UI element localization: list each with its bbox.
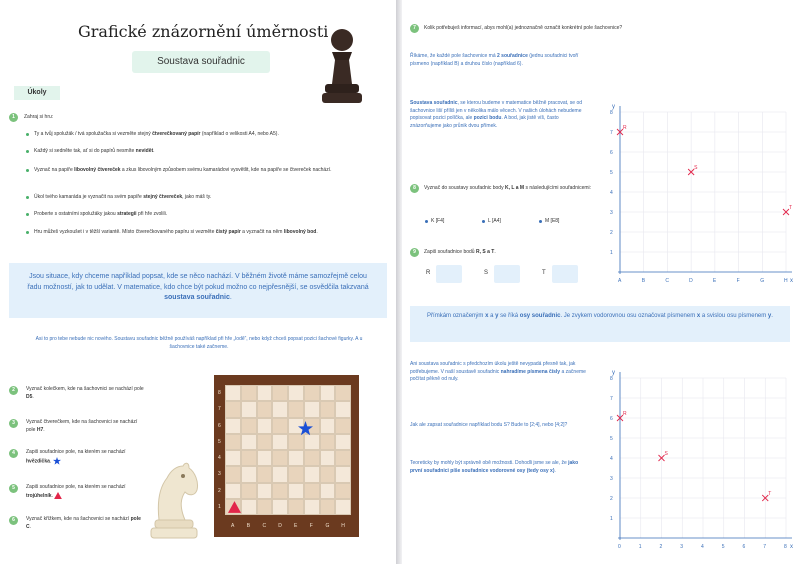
board-row-label: 7 xyxy=(218,406,221,413)
board-col-label: F xyxy=(309,523,313,529)
x-tick-label: D xyxy=(689,278,693,284)
y-axis-label: y xyxy=(612,370,615,376)
bullet-dot xyxy=(26,213,29,216)
board-square[interactable] xyxy=(320,434,336,450)
task9-text: Zapiš souřadnice bodů R, S a T. xyxy=(424,249,496,255)
board-square[interactable] xyxy=(335,483,351,499)
task-number: 6 xyxy=(9,516,18,525)
task-text: Vyznač kolečkem, kde na šachovnici se nachází pole D5. xyxy=(26,386,144,400)
board-square[interactable] xyxy=(225,483,241,499)
task-number: 2 xyxy=(9,386,18,395)
y-tick-label: 2 xyxy=(610,230,613,236)
task-text: Vyznač křížkem, kde na šachovnici se nachází pole C. xyxy=(26,516,141,530)
board-square[interactable] xyxy=(335,450,351,466)
board-square[interactable] xyxy=(320,385,336,401)
board-square[interactable] xyxy=(304,450,320,466)
y-tick-label: 6 xyxy=(610,416,613,422)
board-square[interactable] xyxy=(320,418,336,434)
task-number: 1 xyxy=(9,113,18,122)
board-square[interactable] xyxy=(335,499,351,515)
board-col-label: D xyxy=(278,523,282,529)
x-tick-label: 0 xyxy=(618,544,621,550)
board-square[interactable] xyxy=(288,401,304,417)
board-col-label: H xyxy=(341,523,345,529)
coordinate-graph-letters xyxy=(598,96,798,292)
x-tick-label: F xyxy=(736,278,740,284)
board-square[interactable] xyxy=(335,418,351,434)
board-square[interactable] xyxy=(225,401,241,417)
bullet-dot xyxy=(26,169,29,172)
board-square[interactable] xyxy=(272,466,288,482)
y-axis-label: y xyxy=(612,104,615,110)
left-page xyxy=(0,0,396,564)
board-square[interactable] xyxy=(257,418,273,434)
board-square[interactable] xyxy=(257,401,273,417)
point-label: T xyxy=(789,205,793,211)
y-tick-label: 6 xyxy=(610,150,613,156)
x-tick-label: H xyxy=(784,278,788,284)
bullet-dot xyxy=(26,133,29,136)
point-k: K [F4] xyxy=(431,218,445,224)
bullet-dot xyxy=(482,220,485,223)
triangle-icon xyxy=(54,492,62,499)
x-tick-label: B xyxy=(641,278,646,284)
x-tick-label: 4 xyxy=(701,544,704,550)
task1-intro: Zahraj si hru: xyxy=(24,114,54,120)
right-page xyxy=(402,0,800,564)
axis-info-box: Přímkám označeným x a y se říká osy souřadnic. Je zvykem vodorovnou osu označovat písmenem x a svislou osu písmenem y. xyxy=(410,306,790,342)
board-square[interactable] xyxy=(257,385,273,401)
board-square[interactable] xyxy=(335,434,351,450)
board-square[interactable] xyxy=(257,434,273,450)
bullet-text: Úkol tvého kamaráda je vyznačit na svém papíře stejný čtvereček, jako máš ty. xyxy=(34,194,212,200)
y-tick-label: 5 xyxy=(610,436,613,442)
chessboard xyxy=(214,375,359,537)
star-icon xyxy=(53,457,61,465)
board-square[interactable] xyxy=(288,499,304,515)
star-marker xyxy=(298,421,313,436)
chess-pawn-icon xyxy=(316,26,368,108)
board-square[interactable] xyxy=(304,483,320,499)
point-label: T xyxy=(768,491,772,497)
board-square[interactable] xyxy=(272,434,288,450)
board-square[interactable] xyxy=(304,499,320,515)
board-square[interactable] xyxy=(272,450,288,466)
bullet-text: Vyznač na papíře libovolný čtvereček a zkus libovolným způsobem svému kamarádovi vysvětlit, kde na papíře se čtvereček nachází. xyxy=(34,167,332,173)
board-row-label: 1 xyxy=(218,503,221,510)
board-col-label: C xyxy=(262,523,267,529)
point-label: S xyxy=(694,165,698,171)
task-number: 5 xyxy=(9,484,18,493)
answer-input-s[interactable] xyxy=(494,265,520,283)
y-tick-label: 7 xyxy=(610,130,613,136)
x-tick-label: 5 xyxy=(721,544,725,550)
x-tick-label: G xyxy=(760,278,765,284)
task-number: 7 xyxy=(410,24,419,33)
x-tick-label: 3 xyxy=(680,544,684,550)
task-text: Zapiš souřadnice pole, na kterém se nachází trojúhelník. xyxy=(26,484,126,499)
point-m: M [E8] xyxy=(545,218,560,224)
y-tick-label: 8 xyxy=(610,110,613,116)
board-square[interactable] xyxy=(272,401,288,417)
board-square[interactable] xyxy=(320,450,336,466)
y-tick-label: 4 xyxy=(610,190,613,196)
board-row-label: 3 xyxy=(218,471,221,478)
board-square[interactable] xyxy=(225,466,241,482)
board-square[interactable] xyxy=(241,401,257,417)
board-square[interactable] xyxy=(288,466,304,482)
bullet-dot xyxy=(26,196,29,199)
x-tick-label: C xyxy=(665,278,670,284)
y-tick-label: 2 xyxy=(610,496,613,502)
page-subtitle: Soustava souřadnic xyxy=(132,51,270,73)
y-tick-label: 1 xyxy=(610,516,613,522)
board-square[interactable] xyxy=(225,450,241,466)
y-tick-label: 1 xyxy=(610,250,613,256)
board-square[interactable] xyxy=(304,434,320,450)
answer-label-t: T xyxy=(542,270,546,276)
task8-text: Vyznač do soustavy souřadnic body K, L a M s následujícími souřadnicemi: xyxy=(424,185,592,191)
board-col-label: A xyxy=(231,523,235,529)
task7-text: Kolik potřebuješ informací, abys mohl(a) jednoznačně označit konkrétní pole šachovnice? xyxy=(424,25,623,31)
point-label: R xyxy=(623,125,627,131)
x-tick-label: 7 xyxy=(763,544,767,550)
coordinate-graph-numbers xyxy=(598,362,798,558)
tasks-label: Úkoly xyxy=(14,86,60,100)
board-square[interactable] xyxy=(241,450,257,466)
chess-knight-icon xyxy=(145,458,203,544)
board-square[interactable] xyxy=(288,385,304,401)
x-tick-label: A xyxy=(618,278,622,284)
y-tick-label: 3 xyxy=(610,476,613,482)
x-tick-label: 8 xyxy=(784,544,787,550)
point-l: L [A4] xyxy=(488,218,501,224)
triangle-marker xyxy=(228,501,241,513)
paragraph-coordinates: Říkáme, že každé pole šachovnice má 2 souřadnice (jednu souřadnici tvoří písmeno (například B) a druhou číslo (například 6). xyxy=(410,53,579,67)
board-square[interactable] xyxy=(225,418,241,434)
board-square[interactable] xyxy=(304,401,320,417)
board-col-label: B xyxy=(246,523,251,529)
board-square[interactable] xyxy=(257,483,273,499)
task-number: 3 xyxy=(9,419,18,428)
bullet-text: Každý si sedněte tak, ať si do papírů nesmíte nevidět. xyxy=(34,148,155,154)
board-square[interactable] xyxy=(320,466,336,482)
board-row-label: 2 xyxy=(218,487,221,494)
board-square[interactable] xyxy=(335,401,351,417)
board-square[interactable] xyxy=(320,499,336,515)
x-axis-label: x xyxy=(790,278,793,284)
board-square[interactable] xyxy=(288,483,304,499)
x-tick-label: 1 xyxy=(638,544,642,550)
board-square[interactable] xyxy=(288,450,304,466)
board-square[interactable] xyxy=(320,483,336,499)
y-tick-label: 7 xyxy=(610,396,613,402)
board-square[interactable] xyxy=(241,483,257,499)
paragraph-convention: Teoreticky by mohly být správně obě možnosti. Dohodli jsme se ale, že jako první souřadnici píše souřadnice vodorovné osy (tedy osy x). xyxy=(410,460,579,474)
x-tick-label: 6 xyxy=(742,544,746,550)
board-square[interactable] xyxy=(304,385,320,401)
board-col-label: E xyxy=(294,523,298,529)
board-square[interactable] xyxy=(335,385,351,401)
bullet-text: Proberte s ostatními spolužáky jakou strategii při hře zvolili. xyxy=(34,211,168,217)
board-square[interactable] xyxy=(272,499,288,515)
y-tick-label: 8 xyxy=(610,376,613,382)
board-square[interactable] xyxy=(272,385,288,401)
bullet-text: Ty a tvůj spolužák / tvá spolužačka si vezměte stejný čtverečkovaný papír (například o velikosti A4, nebo A5). xyxy=(34,131,279,137)
board-square[interactable] xyxy=(272,483,288,499)
bullet-dot xyxy=(26,150,29,153)
bullet-text: Hru můžeš vyzkoušet i v těžší variantě. Místo čtverečkovaného papíru si vezměte čistý papír a vyznačit na něm libovolný bod. xyxy=(34,229,318,235)
board-square[interactable] xyxy=(257,466,273,482)
task-number: 8 xyxy=(410,184,419,193)
y-tick-label: 4 xyxy=(610,456,613,462)
info-box: Jsou situace, kdy chceme například popsat, kde se něco nachází. V běžném životě máme samozřejmě celou řadu možností, jak to udělat. V matematice, kdo chce být pokud možno co nejpřesnější, se osvědčila takzvaná soustava souřadnic. xyxy=(9,263,387,318)
point-label: R xyxy=(623,411,627,417)
board-square[interactable] xyxy=(241,418,257,434)
board-square[interactable] xyxy=(272,418,288,434)
answer-label-r: R xyxy=(426,270,431,276)
board-row-label: 4 xyxy=(218,455,221,461)
board-square[interactable] xyxy=(241,385,257,401)
board-row-label: 5 xyxy=(218,438,221,445)
bullet-dot xyxy=(26,231,29,234)
board-square[interactable] xyxy=(257,499,273,515)
board-square[interactable] xyxy=(288,434,304,450)
board-square[interactable] xyxy=(335,466,351,482)
x-tick-label: E xyxy=(712,278,717,284)
task-number: 4 xyxy=(9,449,18,458)
board-row-label: 8 xyxy=(218,390,221,396)
paragraph-question: Jak ale zapsat souřadnice například bodu S? Bude to [2;4], nebo [4;2]? xyxy=(410,422,568,428)
y-tick-label: 5 xyxy=(610,170,613,176)
paragraph-numbers: Ani soustava souřadnic s předchozím úkolu ještě nevypadá přesně tak, jak potřebujeme. V naší soustavě souřadnic nahradíme písmena čísly a začneme počítat pěkně od nuly. xyxy=(410,361,586,382)
task-number: 9 xyxy=(410,248,419,257)
x-tick-label: 2 xyxy=(659,544,663,550)
board-square[interactable] xyxy=(304,466,320,482)
y-tick-label: 3 xyxy=(610,210,613,216)
page-title: Grafické znázornění úměrnosti xyxy=(78,22,329,41)
answer-label-s: S xyxy=(484,270,489,276)
board-row-label: 6 xyxy=(218,422,221,429)
board-col-label: G xyxy=(325,523,330,529)
intro-note: Asi to pro tebe nebude nic nového. Soustavu souřadnic běžně používáš například při hře „lodě“, nebo když chceš popsat pozici šachové figurky. A u šachovnice také začneme. xyxy=(35,336,363,350)
paragraph-system: Soustava souřadnic, se kterou budeme v matematice běžně pracovat, se od šachovnice liší příliš jen v několika málo věcech. V našich úlohách nebudeme popisovat pozici políčka, ale pozici bodu. A bod, jak jistě víš, často znázorňujeme jako průnik dvou přímek. xyxy=(410,100,583,129)
bullet-dot xyxy=(425,220,428,223)
board-square[interactable] xyxy=(241,466,257,482)
board-square[interactable] xyxy=(241,499,257,515)
board-square[interactable] xyxy=(241,434,257,450)
answer-input-t[interactable] xyxy=(552,265,578,283)
board-square[interactable] xyxy=(320,401,336,417)
x-axis-label: x xyxy=(790,544,793,550)
chessboard-grid xyxy=(225,385,351,515)
point-label: S xyxy=(664,451,668,457)
task-text: Zapiš souřadnice pole, na kterém se nachází hvězdička. xyxy=(26,449,126,464)
board-square[interactable] xyxy=(225,434,241,450)
answer-input-r[interactable] xyxy=(436,265,462,283)
task-text: Vyznač čtverečkem, kde na šachovnici se nachází pole H7. xyxy=(26,419,138,433)
bullet-dot xyxy=(539,220,542,223)
board-square[interactable] xyxy=(225,385,241,401)
board-square[interactable] xyxy=(257,450,273,466)
